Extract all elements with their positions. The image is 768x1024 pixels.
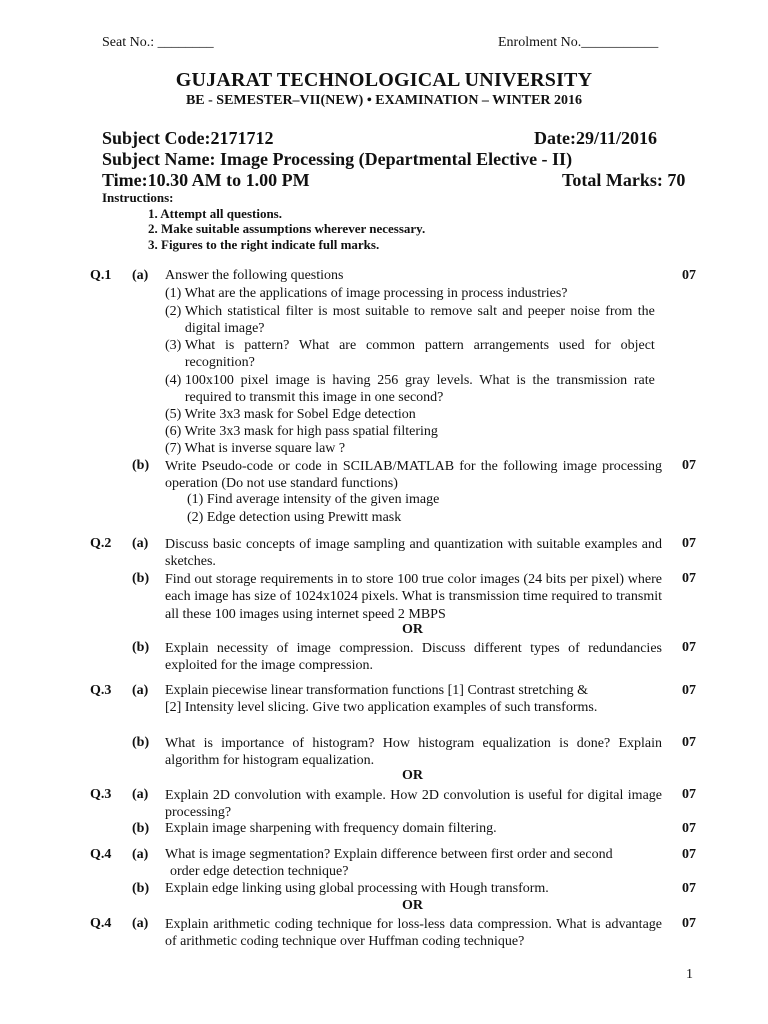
question-number: Q.3	[90, 787, 112, 802]
part-label: (a)	[132, 847, 149, 862]
sub-number: (2)	[165, 304, 182, 319]
total-marks: Total Marks: 70	[562, 170, 686, 190]
sub-question	[165, 406, 662, 423]
question-number: Q.2	[90, 536, 112, 551]
sub-question	[165, 337, 662, 372]
part-label: (b)	[132, 881, 150, 896]
page-number: 1	[686, 967, 693, 982]
question-text-line: [2] Intensity level slicing. Give two application examples of such transforms.	[165, 700, 598, 715]
part-label: (b)	[132, 821, 150, 836]
sub-text: What are the applications of image processing in process industries?	[184, 286, 568, 301]
question-text-line: Explain piecewise linear transformation functions [1] Contrast stretching &	[165, 683, 588, 698]
question-text: Explain image sharpening with frequency domain filtering.	[165, 821, 497, 836]
question-text: What is importance of histogram? How histogram equalization is done? Explain algorithm for histogram equalization.	[165, 736, 662, 769]
sub-question	[165, 285, 662, 302]
question-text: Explain necessity of image compression. Discuss different types of redundancies exploited for the image compression.	[165, 641, 662, 674]
question-text: Explain arithmetic coding technique for loss-less data compression. What is advantage of arithmetic coding technique over Huffman coding technique?	[165, 917, 662, 950]
sub-question	[165, 423, 662, 440]
part-label: (a)	[132, 787, 149, 802]
question-text: Discuss basic concepts of image sampling and quantization with suitable examples and sketches.	[165, 537, 662, 570]
question-text-line: order edge detection technique?	[170, 864, 349, 879]
part-label: (a)	[132, 536, 149, 551]
instruction-item: 3. Figures to the right indicate full marks.	[148, 237, 380, 252]
marks: 07	[682, 640, 696, 655]
question-text: Write Pseudo-code or code in SCILAB/MATLAB for the following image processing operation (Do not use standard functions)	[165, 459, 662, 492]
part-label: (a)	[132, 268, 149, 283]
university-title: GUJARAT TECHNOLOGICAL UNIVERSITY	[175, 69, 593, 91]
marks: 07	[682, 268, 696, 283]
sub-text: What is pattern? What are common pattern arrangements used for object recognition?	[184, 338, 655, 371]
question-text-line: What is image segmentation? Explain difference between first order and second	[165, 847, 613, 862]
marks: 07	[682, 916, 696, 931]
question-text: Find out storage requirements in to store 100 true color images (24 bits per pixel) where each image has size of 1024x1024 pixels. What is transmission time required to transmit all these 100 images using internet speed 2 MBPS	[165, 572, 662, 622]
or-separator: OR	[402, 768, 423, 783]
sub-number: (6)	[165, 424, 182, 439]
sub-question	[165, 372, 662, 407]
exam-date: Date:29/11/2016	[534, 128, 657, 148]
enrolment-no: Enrolment No.___________	[498, 35, 659, 50]
question-number: Q.4	[90, 916, 112, 931]
sub-number: (4)	[165, 373, 182, 388]
question-number: Q.1	[90, 268, 112, 283]
marks: 07	[682, 787, 696, 802]
semester-line: BE - SEMESTER–VII(NEW) • EXAMINATION – WINTER 2016	[185, 93, 583, 108]
sub-text: Write 3x3 mask for Sobel Edge detection	[184, 407, 416, 422]
or-separator: OR	[402, 898, 423, 913]
sub-text: 100x100 pixel image is having 256 gray levels. What is the transmission rate required to transmit this image in one second?	[184, 373, 655, 406]
marks: 07	[682, 683, 696, 698]
sub-text: What is inverse square law ?	[184, 441, 346, 456]
sub-number: (5)	[165, 407, 182, 422]
question-number: Q.3	[90, 683, 112, 698]
sub-number: (1)	[165, 286, 182, 301]
marks: 07	[682, 536, 696, 551]
marks: 07	[682, 571, 696, 586]
part-label: (b)	[132, 735, 150, 750]
question-text: Answer the following questions	[165, 268, 344, 283]
part-label: (b)	[132, 640, 150, 655]
marks: 07	[682, 847, 696, 862]
or-separator: OR	[402, 622, 423, 637]
sub-question	[165, 440, 662, 457]
marks: 07	[682, 881, 696, 896]
subject-name: Subject Name: Image Processing (Departmental Elective - II)	[102, 149, 573, 169]
seat-no: Seat No.: ________	[102, 35, 214, 50]
sub-question: (2) Edge detection using Prewitt mask	[187, 510, 402, 525]
sub-number: (3)	[165, 338, 182, 353]
instruction-item: 2. Make suitable assumptions wherever necessary.	[148, 221, 426, 236]
marks: 07	[682, 735, 696, 750]
part-label: (a)	[132, 916, 149, 931]
part-label: (a)	[132, 683, 149, 698]
sub-text: Which statistical filter is most suitable to remove salt and peeper noise from the digital image?	[184, 304, 655, 337]
question-text: Explain edge linking using global processing with Hough transform.	[165, 881, 549, 896]
exam-time: Time:10.30 AM to 1.00 PM	[102, 170, 310, 190]
marks: 07	[682, 458, 696, 473]
marks: 07	[682, 821, 696, 836]
sub-question: (1) Find average intensity of the given image	[187, 492, 440, 507]
question-text: Explain 2D convolution with example. How 2D convolution is useful for digital image processing?	[165, 788, 662, 821]
subject-code: Subject Code:2171712	[102, 128, 274, 148]
sub-question	[165, 303, 662, 338]
instruction-item: 1. Attempt all questions.	[148, 206, 282, 221]
part-label: (b)	[132, 458, 150, 473]
sub-text: Write 3x3 mask for high pass spatial filtering	[184, 424, 438, 439]
sub-number: (7)	[165, 441, 182, 456]
instructions-title: Instructions:	[102, 190, 174, 205]
part-label: (b)	[132, 571, 150, 586]
question-number: Q.4	[90, 847, 112, 862]
